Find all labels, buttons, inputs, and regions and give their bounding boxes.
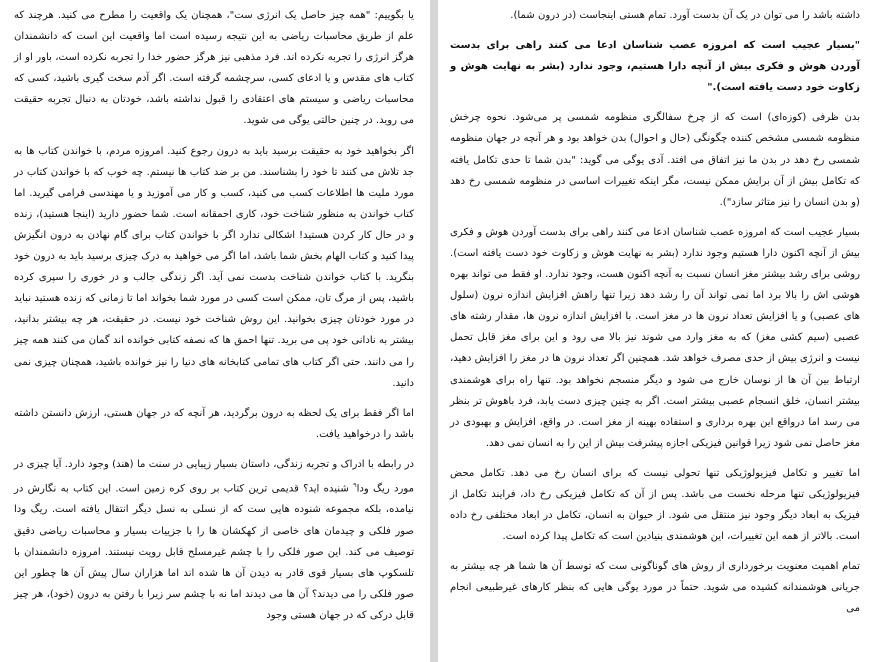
paragraph: یا بگوییم: "همه چیز حاصل یک انرژی ست"، همچنان یک واقعیت را مطرح می کنید. هرچند که علم از طریق محاسبات ریاضی به این نتیجه رسیده است اما واقعیت این است که دانشمندان هرگز انرژی را تجربه نکرده اند. فرد مذهبی نیز هرگز حضور خدا را تجربه نکرده است، باور او از کتاب های مقدس و یا ادعای کسی، سرچشمه گرفته است. اگر آدم سخت گیری باشید، کسی که محاسبات ریاضی و سیستم های اعتقادی را قبول نداشته باشد، خودتان به دنبال تجربه حقیقت می روید. در چنین حالتی یوگی می شوید.: [14, 10, 414, 127]
paragraph: داشته باشد را می توان در یک آن بدست آورد. تمام هستی اینجاست (در درون شما).: [510, 10, 860, 21]
paragraph: اگر بخواهید خود به حقیقت برسید باید به درون رجوع کنید. امروزه مردم، با خواندن کتاب ها به جد تلاش می کنند تا خود را بشناسند. من بر ضد کتاب ها نیستم. چه خوب که با خواندن کتاب در مورد ملیت ها اطلاعات کسب می کنید، کسب و کار می آموزید و یا مهندسی فرامی گیرید. اما کتاب خواندن به منظور شناخت خود، کاری احمقانه است. شما حضور دارید (اینجا هستید)، زنده و در حال کار کردن هستید! اشکالی ندارد اگر با خواندن کتاب برای گام نهادن به درون انگیزش پیدا کنید و کتاب الهام بخش شما باشد، اما اگر می خواهید به درک چیزی برسید باید به درون خود بنگرید. با کتاب خواندن شناخت بدست نمی آید. اگر زندگی جالب و در خوری را سپری کرده باشید، پس از مرگ تان، ممکن است کسی در مورد شما بخواند اما تا زمانی که زنده هستید نباید در مورد خودتان چیزی بخوانید. این روش شناخت خود نیست. در حقیقت، هر چه بیشتر بدانید، بیشتر به نادانی خود پی می برید. تنها احمق ها که نصفه کتابی خوانده اند گمان می کنند همه چیز را می دانند. حتی اگر کتاب های تمامی کتابخانه های دنیا را نیز خوانده باشید، همچنان چیزی نمی دانید.: [14, 145, 414, 389]
right-page: [438, 0, 872, 662]
paragraph: اما تغییر و تکامل فیزیولوژیکی تنها تحولی نیست که برای انسان رخ می دهد. تکامل محض فیزیولوژیکی تنها مرحله نخست می باشد. پس از آن که تکامل فیزیکی رخ داد، فرایند تکامل از فیزیک به ابعاد دیگر وجود نیز منتقل می شود. از حیوان به انسان، تکامل در ابعاد مختلفی رخ داده است. بالاتر از همه این تغییرات، این هوشمندی بنیادین است که تکامل پیدا کرده است.: [450, 467, 860, 543]
paragraph: تمام اهمیت معنویت برخورداری از روش های گوناگونی ست که توسط آن ها شما هر چه بیشتر به جریانی هوشمندانه کشیده می شوید. حتماً در مورد یوگی هایی که بنظر کارهای غیرطبیعی انجام می: [450, 561, 860, 615]
paragraph: اما اگر فقط برای یک لحظه به درون برگردید، هر آنچه که در جهان هستی، ارزش دانستن داشته باشد را درخواهید یافت.: [14, 407, 414, 440]
footnote-marker: ۹: [353, 480, 357, 489]
paragraph: بسیار عجیب است که امروزه عصب شناسان ادعا می کنند راهی برای بدست آوردن هوش و فکری بیش از آنچه اکنون دارا هستیم وجود ندارد (بشر به نهایت هوش و زکاوت خود دست یافته است). روشی برای رشد بیشتر مغز انسان نسبت به آنچه اکنون هست، وجود ندارد. او فقط می تواند بهره هوشی اش را بالا برد اما نمی تواند آن را رشد دهد زیرا تنها راهش افزایش اندازه نرون (سلول های عصبی) و یا افزایش تعداد نرون ها در مغز است. با افزایش اندازه نرون ها، مقدار رشته های عصبی (سیم کشی مغز) که به مغز وارد می شوند نیز بالا می رود و این برای مغز قابل تحمل نیست و انرژی بیش از حدی مصرف خواهد شد. همچنین اگر تعداد نرون ها در مغز را افزایش دهید، ارتباط بین آن ها از نوسان خارج می شود و دیگر منسجم نخواهد بود. تنها راه برای هوشمندی بیشتر انسان، خلق انسجام عصبی بیشتر است. اگر به چنین چیزی دست یابد، فرد باهوش تر بنظر می رسد اما درواقع این بهره برداری و استفاده بهینه از مغز است. در واقع، افزایش و بهبودی در مغز حاصل نمی شود زیرا قوانین فیزیکی اجازه پیشرفت بیش از این را به انسان نمی دهد.: [450, 226, 860, 449]
right-page-text: [450, 5, 860, 629]
paragraph-text: در رابطه با ادراک و تجربه زندگی، داستان بسیار زیبایی در سنت ما (هند) وجود دارد. آیا چیزی در مورد ریگ ودا: [14, 458, 414, 495]
paragraph-text-continued: شنیده اید؟ قدیمی ترین کتاب بر روی کره زمین است. این کتاب به نگارش در نیامده، بلکه مجموعه شنوده هایی ست که از نسلی به نسل دیگر انتقال یافته است. ریگ ودا صور فلکی و چیدمان های خاصی از کهکشان ها را با جزییات بسیار و محاسبات ریاضی دقیق توصیف می کند. این صور فلکی را با چشم غیرمسلح قابل رویت نیستند. امروزه دانشمندان با تلسکوپ های بسیار قوی قادر به دیدن آن ها شده اند اما هزاران سال پیش آن ها چطور این صور فلکی را می دیدند؟ آن ها می دیدند اما نه با چشم سر زیرا با رفتن به درون (خود)، هر چیز قابل درکی که در جهان هستی وجود: [14, 483, 414, 621]
paragraph: [14, 454, 414, 626]
left-page: [0, 0, 430, 662]
left-page-text: [14, 5, 414, 635]
paragraph: بدن ظرفی (کوزه‌ای) است که از چرخ سفالگری منظومه شمسی پر می‌شود. نحوه چرخش منظومه شمسی مشخص کننده چگونگی (حال و احوال) بدن خواهد بود و هر آنچه در جهان منظومه شمسی رخ دهد در بدن ما نیز اتفاق می افتد. آدی یوگی می گوید: "بدن شما تا حدی تکامل یافته که تکامل بیش از آن برایش ممکن نیست، مگر اینکه تغییرات اساسی در منظومه شمسی رخ دهد (و بدن انسان را نیز متاثر سازد").: [450, 112, 860, 208]
bold-quote-paragraph: "بسیار عجیب است که امروزه عصب شناسان ادعا می کنند راهی برای بدست آوردن هوش و فکری بیش از آنچه دارا هستیم، وجود ندارد (بشر به نهایت هوش و زکاوت خود دست یافته است).": [450, 40, 860, 94]
page-gutter: [430, 0, 438, 662]
